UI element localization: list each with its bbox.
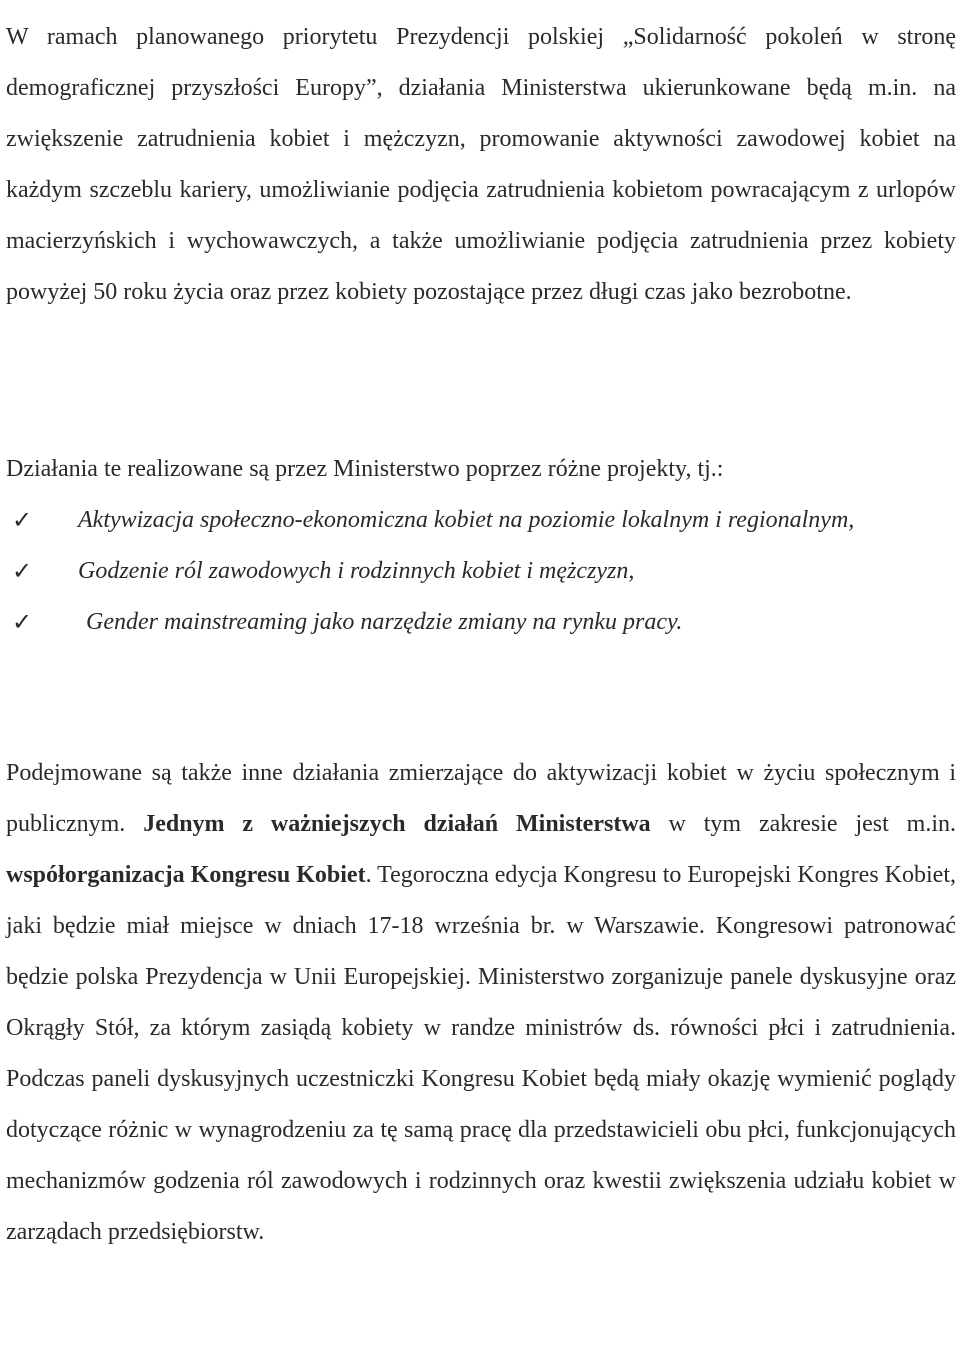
list-item-text: Gender mainstreaming jako narzędzie zmiany na rynku pracy. [86,609,683,635]
list-item-text: Aktywizacja społeczno-ekonomiczna kobiet na poziomie lokalnym i regionalnym, [78,507,855,533]
paragraph-intro: W ramach planowanego priorytetu Prezydencji polskiej „Solidarność pokoleń w stronę demograficznej przyszłości Europy”, działania Ministerstwa ukierunkowane będą m.in. na zwiększenie zatrudnienia kobiet i mężczyzn, promowanie aktywności zawodowej kobiet na każdym szczeblu kariery, umożliwianie podjęcia zatrudnienia kobietom powracającym z urlopów macierzyńskich i wychowawczych, a także umożliwianie podjęcia zatrudnienia przez kobiety powyżej 50 roku życia oraz przez kobiety pozostające przez długi czas jako bezrobotne. [6,24,956,305]
paragraph-projects-lead: Działania te realizowane są przez Ministerstwo poprzez różne projekty, tj.: [6,456,724,482]
congress-text-2: w tym zakresie jest m.in. [650,811,956,837]
checkmark-icon: ✓ [12,557,33,585]
congress-text-3: . Tegoroczna edycja Kongresu to Europejski Kongres Kobiet, jaki będzie miał miejsce w dniach 17-18 września br. w Warszawie. Kongresowi patronować będzie polska Prezydencja w Unii Europejskiej. Ministerstwo zorganizuje panele dyskusyjne oraz Okrągły Stół, za którym zasiądą kobiety w randze ministrów ds. równości płci i zatrudnienia. Podczas paneli dyskusyjnych uczestniczki Kongresu Kobiet będą miały okazję wymienić poglądy dotyczące różnic w wynagrodzeniu za tę samą pracę dla przedstawicieli obu płci, funkcjonujących mechanizmów godzenia ról zawodowych i rodzinnych oraz kwestii zwiększenia udziału kobiet w zarządach przedsiębiorstw. [6,862,956,1245]
paragraph-congress [6,748,956,1258]
list-item [6,597,956,648]
list-item [6,495,956,546]
congress-bold-1: Jednym z ważniejszych działań Ministerstwa [143,811,651,837]
list-item-text: Godzenie ról zawodowych i rodzinnych kobiet i mężczyzn, [78,558,635,584]
list-item [6,546,956,597]
congress-bold-2: współorganizacja Kongresu Kobiet [6,862,366,888]
projects-list [6,495,956,648]
checkmark-icon: ✓ [12,506,33,534]
checkmark-icon: ✓ [12,608,33,636]
congress-text-1: Podejmowane są także inne działania zmierzające do aktywizacji kobiet w życiu społecznym i publicznym. [6,760,956,837]
